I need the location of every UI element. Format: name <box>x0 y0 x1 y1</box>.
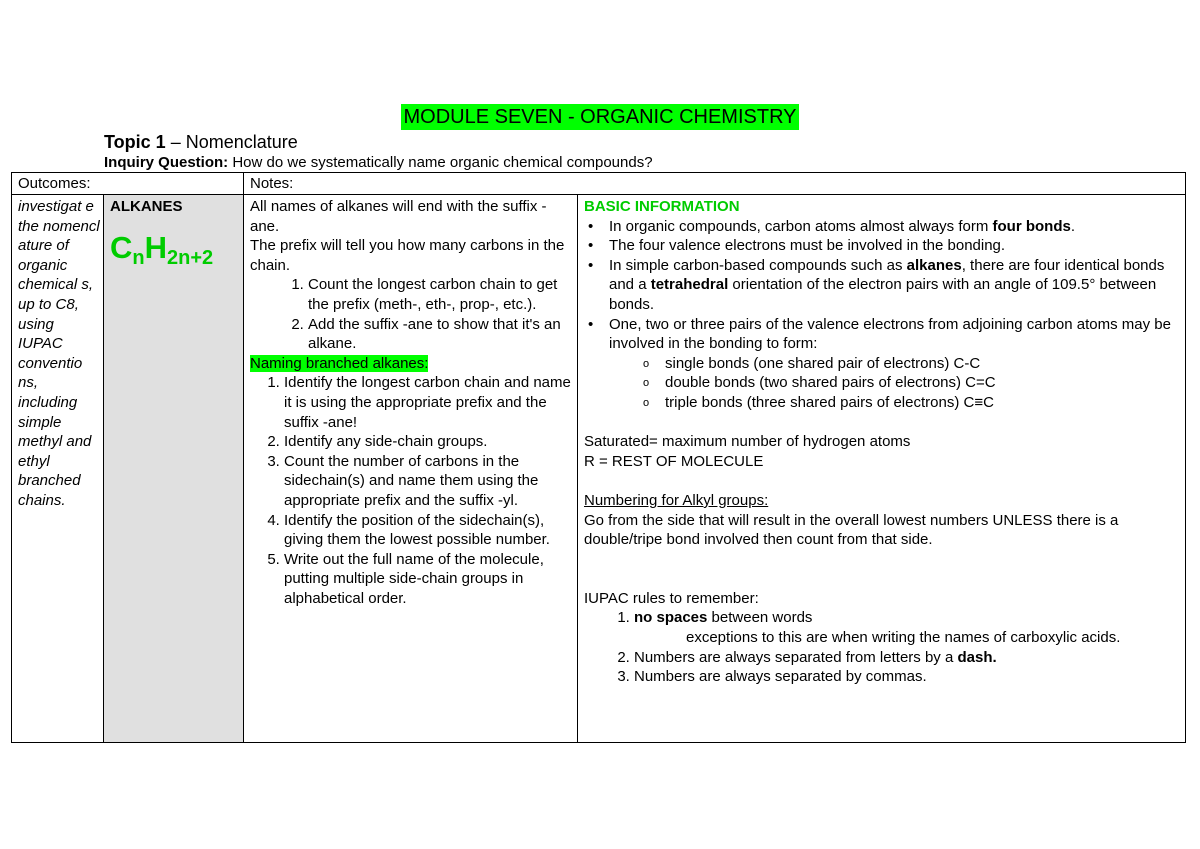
list-item: 1. no spaces between words exceptions to this are when writing the names of carboxylic acids. <box>634 608 1179 647</box>
list-item: 3. Numbers are always separated by commas. <box>634 667 1179 687</box>
alkanes-title: ALKANES <box>110 198 183 215</box>
inquiry-line <box>104 153 653 172</box>
inquiry-text: How do we systematically name organic chemical compounds? <box>228 154 653 171</box>
list-item: 2. Identify any side-chain groups. <box>284 432 571 452</box>
naming-notes-cell <box>244 195 578 743</box>
alkyl-text: Go from the side that will result in the overall lowest numbers UNLESS there is a double/tripe bond involved then count from that side. <box>584 511 1119 549</box>
topic-line <box>104 131 298 153</box>
document-title: MODULE SEVEN - ORGANIC CHEMISTRY <box>403 106 797 128</box>
list-item: 4. Identify the position of the sidechain(s), giving them the lowest possible number. <box>284 511 571 550</box>
list-item: 2. Numbers are always separated from letters by a dash. <box>634 648 1179 668</box>
list-item: • In simple carbon-based compounds such as alkanes, there are four identical bonds and a tetrahedral orientation of the electron pairs with an angle of 109.5° between bonds. <box>609 256 1179 315</box>
list-item: o double bonds (two shared pairs of electrons) C=C <box>665 373 1179 393</box>
list-item: 5. Write out the full name of the molecule, putting multiple side-chain groups in alphabetical order. <box>284 550 571 609</box>
list-item: o triple bonds (three shared pairs of electrons) C≡C <box>665 393 1179 413</box>
outcomes-header: Outcomes: <box>12 173 244 195</box>
alkane-formula: $C_nH_{2n+2}$ <box>110 229 214 269</box>
table-row <box>12 195 1186 743</box>
basic-info-bullets <box>584 217 1179 413</box>
outcome-cell: investigat e the nomencl ature of organic chemical s, up to C8, using IUPAC conventio ns, including simple methyl and ethyl branched chains. <box>12 195 104 743</box>
basic-info-cell <box>578 195 1186 743</box>
list-item: 1. Count the longest carbon chain to get the prefix (meth-, eth-, prop-, etc.). <box>308 275 571 314</box>
alkanes-cell <box>104 195 244 743</box>
rule-exception: exceptions to this are when writing the names of carboxylic acids. <box>686 629 1121 647</box>
list-item: • The four valence electrons must be involved in the bonding. <box>609 236 1179 256</box>
list-item: 1. Identify the longest carbon chain and name it is using the appropriate prefix and the suffix -ane! <box>284 373 571 432</box>
inquiry-label: Inquiry Question: <box>104 154 229 171</box>
notes-header: Notes: <box>244 173 1186 195</box>
iupac-heading: IUPAC rules to remember: <box>584 589 759 607</box>
list-item: o single bonds (one shared pair of electrons) C-C <box>665 354 1179 374</box>
naming-steps <box>250 275 571 353</box>
branched-steps <box>250 373 571 608</box>
list-item: • In organic compounds, carbon atoms almost always form four bonds. <box>609 217 1179 237</box>
title-wrap <box>0 104 1200 130</box>
topic-label: Topic 1 <box>104 132 166 152</box>
naming-intro-1: All names of alkanes will end with the suffix -ane. <box>250 198 547 235</box>
table-header-row <box>12 173 1186 195</box>
iupac-rules <box>584 608 1179 686</box>
list-item: 3. Count the number of carbons in the sidechain(s) and name them using the appropriate prefix and the suffix -yl. <box>284 452 571 511</box>
bond-types <box>609 354 1179 413</box>
basic-info-heading: BASIC INFORMATION <box>584 198 740 215</box>
list-item: • One, two or three pairs of the valence electrons from adjoining carbon atoms may be involved in the bonding to form: o single bonds (one shared pair of electrons) C-C o double bonds (two shared pairs of electrons) C=C o triple bonds (three shared pairs of electrons) C≡C <box>609 315 1179 413</box>
notes-table <box>11 172 1186 743</box>
list-item: 2. Add the suffix -ane to show that it's an alkane. <box>308 315 571 354</box>
naming-intro-2: The prefix will tell you how many carbons in the chain. <box>250 237 565 274</box>
branched-heading: Naming branched alkanes: <box>250 354 429 372</box>
alkyl-heading: Numbering for Alkyl groups: <box>584 491 769 509</box>
topic-name: – Nomenclature <box>165 132 298 152</box>
saturated-line: Saturated= maximum number of hydrogen atoms <box>584 433 911 451</box>
r-line: R = REST OF MOLECULE <box>584 452 764 470</box>
